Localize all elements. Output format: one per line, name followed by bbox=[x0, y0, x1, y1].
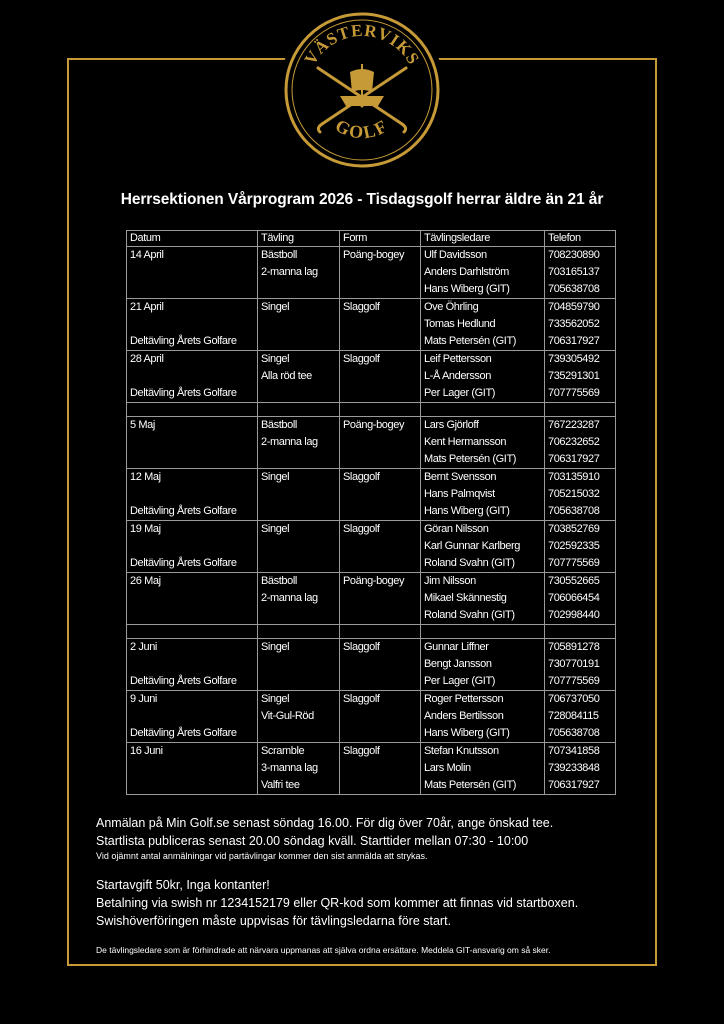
gap-cell bbox=[545, 403, 616, 417]
cell-tavling bbox=[258, 639, 340, 691]
cell-datum bbox=[127, 417, 258, 469]
tavling-line bbox=[261, 281, 336, 298]
ledare-line: Anders Darhlström bbox=[424, 266, 509, 278]
datum-line: Deltävling Årets Golfare bbox=[130, 675, 237, 687]
cell-datum bbox=[127, 469, 258, 521]
cell-form bbox=[340, 299, 421, 351]
footer-note: De tävlingsledare som är förhindrade att närvara uppmanas att själva ordna ersättare. Meddela GIT-ansvarig om så sker. bbox=[96, 945, 551, 955]
cell-form bbox=[340, 247, 421, 299]
datum-line bbox=[130, 607, 254, 624]
fee-text: Startavgift 50kr, Inga kontanter! bbox=[96, 878, 270, 892]
ledare-line: Mats Petersén (GIT) bbox=[424, 453, 517, 465]
ledare-line: Stefan Knutsson bbox=[424, 745, 499, 757]
tavling-line: Singel bbox=[261, 693, 290, 705]
ledare-line: Roland Svahn (GIT) bbox=[424, 557, 515, 569]
ledare-line: Karl Gunnar Karlberg bbox=[424, 540, 520, 552]
form-line bbox=[343, 708, 417, 725]
telefon-line: 733562052 bbox=[548, 318, 600, 330]
form-line bbox=[343, 656, 417, 673]
registration-text: Anmälan på Min Golf.se senast söndag 16.00. För dig över 70år, ange önskad tee. bbox=[96, 816, 554, 830]
table-gap-row bbox=[127, 403, 616, 417]
tavling-line: Singel bbox=[261, 353, 290, 365]
tavling-line bbox=[261, 333, 336, 350]
tavling-line bbox=[261, 538, 336, 555]
cell-datum bbox=[127, 691, 258, 743]
telefon-line: 739305492 bbox=[548, 353, 600, 365]
form-line bbox=[343, 434, 417, 451]
ledare-line: L-Å Andersson bbox=[424, 370, 491, 382]
telefon-line: 708230890 bbox=[548, 249, 600, 261]
cell-ledare bbox=[421, 299, 545, 351]
tavling-line bbox=[261, 607, 336, 624]
cell-telefon bbox=[545, 521, 616, 573]
telefon-line: 767223287 bbox=[548, 419, 600, 431]
ledare-line: Hans Wiberg (GIT) bbox=[424, 505, 510, 517]
datum-line: 16 Juni bbox=[130, 745, 163, 757]
telefon-line: 707775569 bbox=[548, 557, 600, 569]
cell-telefon bbox=[545, 743, 616, 795]
telefon-line: 706317927 bbox=[548, 335, 600, 347]
cell-form bbox=[340, 521, 421, 573]
cell-tavling bbox=[258, 417, 340, 469]
cell-datum bbox=[127, 351, 258, 403]
tavling-line: Valfri tee bbox=[261, 779, 300, 791]
telefon-line: 706066454 bbox=[548, 592, 600, 604]
cell-tavling bbox=[258, 351, 340, 403]
form-line: Slaggolf bbox=[343, 523, 380, 535]
telefon-line: 702998440 bbox=[548, 609, 600, 621]
table-row bbox=[127, 351, 616, 403]
cell-ledare bbox=[421, 639, 545, 691]
cell-telefon bbox=[545, 299, 616, 351]
ledare-line: Ove Öhrling bbox=[424, 301, 479, 313]
form-line: Slaggolf bbox=[343, 471, 380, 483]
info-section bbox=[96, 814, 656, 930]
table-row bbox=[127, 247, 616, 299]
telefon-line: 705638708 bbox=[548, 505, 600, 517]
ledare-line: Ulf Davidsson bbox=[424, 249, 487, 261]
cell-datum bbox=[127, 299, 258, 351]
form-line bbox=[343, 264, 417, 281]
tavling-line: 2-manna lag bbox=[261, 436, 318, 448]
table-row bbox=[127, 573, 616, 625]
telefon-line: 706737050 bbox=[548, 693, 600, 705]
form-line bbox=[343, 673, 417, 690]
ledare-line: Mikael Skännestig bbox=[424, 592, 507, 604]
tavling-line: 3-manna lag bbox=[261, 762, 318, 774]
datum-line bbox=[130, 264, 254, 281]
logo-bottom-text: GOLF bbox=[332, 115, 392, 143]
form-line bbox=[343, 333, 417, 350]
table-row bbox=[127, 743, 616, 795]
ledare-line: Jim Nilsson bbox=[424, 575, 476, 587]
telefon-line: 706317927 bbox=[548, 779, 600, 791]
gap-cell bbox=[421, 625, 545, 639]
cell-form bbox=[340, 417, 421, 469]
tavling-line bbox=[261, 451, 336, 468]
telefon-line: 706232652 bbox=[548, 436, 600, 448]
gap-cell bbox=[258, 403, 340, 417]
telefon-line: 730552665 bbox=[548, 575, 600, 587]
form-line bbox=[343, 385, 417, 402]
cell-datum bbox=[127, 573, 258, 625]
telefon-line: 707775569 bbox=[548, 387, 600, 399]
cell-tavling bbox=[258, 521, 340, 573]
ledare-line: Gunnar Liffner bbox=[424, 641, 489, 653]
form-line: Poäng-bogey bbox=[343, 419, 405, 431]
cell-telefon bbox=[545, 417, 616, 469]
form-line bbox=[343, 725, 417, 742]
cell-ledare bbox=[421, 573, 545, 625]
tavling-line: 2-manna lag bbox=[261, 592, 318, 604]
cell-form bbox=[340, 691, 421, 743]
form-line bbox=[343, 368, 417, 385]
cell-ledare bbox=[421, 521, 545, 573]
form-line bbox=[343, 451, 417, 468]
table-row bbox=[127, 469, 616, 521]
cell-tavling bbox=[258, 573, 340, 625]
telefon-line: 707775569 bbox=[548, 675, 600, 687]
ledare-line: Bernt Svensson bbox=[424, 471, 497, 483]
table-row bbox=[127, 521, 616, 573]
cell-ledare bbox=[421, 247, 545, 299]
datum-line: 2 Juni bbox=[130, 641, 157, 653]
ledare-line: Per Lager (GIT) bbox=[424, 675, 496, 687]
cell-form bbox=[340, 573, 421, 625]
cell-tavling bbox=[258, 743, 340, 795]
swish-note: Swishöverföringen måste uppvisas för tävlingsledarna före start. bbox=[96, 914, 452, 928]
gap-cell bbox=[127, 403, 258, 417]
vasterviks-golf-logo bbox=[278, 6, 446, 174]
form-line bbox=[343, 486, 417, 503]
form-line bbox=[343, 503, 417, 520]
datum-line: Deltävling Årets Golfare bbox=[130, 387, 237, 399]
form-line bbox=[343, 590, 417, 607]
ledare-line: Hans Wiberg (GIT) bbox=[424, 727, 510, 739]
ledare-line: Per Lager (GIT) bbox=[424, 387, 496, 399]
cell-telefon bbox=[545, 691, 616, 743]
tavling-line: Singel bbox=[261, 641, 290, 653]
datum-line: Deltävling Årets Golfare bbox=[130, 335, 237, 347]
tavling-line: Singel bbox=[261, 301, 290, 313]
form-line: Slaggolf bbox=[343, 693, 380, 705]
cell-telefon bbox=[545, 247, 616, 299]
table-row bbox=[127, 299, 616, 351]
form-line: Poäng-bogey bbox=[343, 575, 405, 587]
telefon-line: 703165137 bbox=[548, 266, 600, 278]
datum-line bbox=[130, 434, 254, 451]
cell-tavling bbox=[258, 469, 340, 521]
header-datum: Datum bbox=[127, 231, 258, 247]
telefon-line: 728084115 bbox=[548, 710, 599, 722]
cell-telefon bbox=[545, 573, 616, 625]
cell-telefon bbox=[545, 469, 616, 521]
ledare-line: Roger Pettersson bbox=[424, 693, 504, 705]
cell-datum bbox=[127, 639, 258, 691]
tavling-line: Singel bbox=[261, 471, 290, 483]
ledare-line: Hans Palmqvist bbox=[424, 488, 495, 500]
datum-line: 14 April bbox=[130, 249, 164, 261]
telefon-line: 703135910 bbox=[548, 471, 600, 483]
tavling-line: Vit-Gul-Röd bbox=[261, 710, 314, 722]
cell-ledare bbox=[421, 469, 545, 521]
cell-form bbox=[340, 743, 421, 795]
datum-line bbox=[130, 656, 254, 673]
tavling-line bbox=[261, 725, 336, 742]
table-header-row bbox=[127, 231, 616, 247]
startlist-text: Startlista publiceras senast 20.00 söndag kväll. Starttider mellan 07:30 - 10:00 bbox=[96, 834, 529, 848]
form-line bbox=[343, 281, 417, 298]
datum-line: 19 Maj bbox=[130, 523, 161, 535]
datum-line bbox=[130, 368, 254, 385]
page-title: Herrsektionen Vårprogram 2026 - Tisdagsgolf herrar äldre än 21 år bbox=[120, 191, 604, 208]
tavling-line bbox=[261, 503, 336, 520]
tavling-line bbox=[261, 486, 336, 503]
tavling-line: Singel bbox=[261, 523, 290, 535]
cell-tavling bbox=[258, 691, 340, 743]
datum-line: 5 Maj bbox=[130, 419, 155, 431]
ledare-line: Roland Svahn (GIT) bbox=[424, 609, 515, 621]
gap-cell bbox=[258, 625, 340, 639]
cell-form bbox=[340, 639, 421, 691]
gap-cell bbox=[421, 403, 545, 417]
gap-cell bbox=[340, 403, 421, 417]
telefon-line: 705638708 bbox=[548, 283, 600, 295]
datum-line bbox=[130, 777, 254, 794]
telefon-line: 702592335 bbox=[548, 540, 600, 552]
telefon-line: 730770191 bbox=[548, 658, 600, 670]
telefon-line: 707341858 bbox=[548, 745, 600, 757]
header-telefon: Telefon bbox=[545, 231, 616, 247]
schedule-table bbox=[126, 230, 616, 795]
cell-ledare bbox=[421, 417, 545, 469]
ledare-line: Kent Hermansson bbox=[424, 436, 507, 448]
datum-line bbox=[130, 590, 254, 607]
telefon-line: 705891278 bbox=[548, 641, 600, 653]
tavling-line bbox=[261, 385, 336, 402]
form-line: Slaggolf bbox=[343, 353, 380, 365]
header-tavlingsledare: Tävlingsledare bbox=[421, 231, 545, 247]
telefon-line: 703852769 bbox=[548, 523, 600, 535]
tavling-line: Scramble bbox=[261, 745, 305, 757]
datum-line: Deltävling Årets Golfare bbox=[130, 727, 237, 739]
logo-top-text: VÄSTERVIKS bbox=[300, 20, 424, 69]
datum-line bbox=[130, 486, 254, 503]
tavling-line: Bästboll bbox=[261, 249, 297, 261]
ledare-line: Mats Petersén (GIT) bbox=[424, 779, 517, 791]
table-row bbox=[127, 691, 616, 743]
cell-ledare bbox=[421, 351, 545, 403]
gap-cell bbox=[127, 625, 258, 639]
telefon-line: 705215032 bbox=[548, 488, 600, 500]
datum-line: Deltävling Årets Golfare bbox=[130, 557, 237, 569]
cell-tavling bbox=[258, 299, 340, 351]
tavling-line: Bästboll bbox=[261, 419, 297, 431]
cell-telefon bbox=[545, 639, 616, 691]
telefon-line: 739233848 bbox=[548, 762, 600, 774]
header-form: Form bbox=[340, 231, 421, 247]
datum-line bbox=[130, 760, 254, 777]
table-gap-row bbox=[127, 625, 616, 639]
cell-tavling bbox=[258, 247, 340, 299]
datum-line bbox=[130, 451, 254, 468]
tavling-line bbox=[261, 555, 336, 572]
table-row bbox=[127, 417, 616, 469]
ledare-line: Lars Molin bbox=[424, 762, 471, 774]
ledare-line: Göran Nilsson bbox=[424, 523, 489, 535]
telefon-line: 735291301 bbox=[548, 370, 600, 382]
ledare-line: Bengt Jansson bbox=[424, 658, 492, 670]
cell-telefon bbox=[545, 351, 616, 403]
telefon-line: 706317927 bbox=[548, 453, 600, 465]
cell-form bbox=[340, 469, 421, 521]
ledare-line: Lars Gjörloff bbox=[424, 419, 479, 431]
tavling-line: Alla röd tee bbox=[261, 370, 312, 382]
form-line: Slaggolf bbox=[343, 745, 380, 757]
cell-ledare bbox=[421, 743, 545, 795]
datum-line: Deltävling Årets Golfare bbox=[130, 505, 237, 517]
datum-line bbox=[130, 281, 254, 298]
cell-datum bbox=[127, 247, 258, 299]
cell-form bbox=[340, 351, 421, 403]
datum-line bbox=[130, 708, 254, 725]
form-line bbox=[343, 777, 417, 794]
datum-line: 9 Juni bbox=[130, 693, 157, 705]
datum-line: 28 April bbox=[130, 353, 164, 365]
gap-cell bbox=[545, 625, 616, 639]
telefon-line: 704859790 bbox=[548, 301, 600, 313]
datum-line: 26 Maj bbox=[130, 575, 161, 587]
ledare-line: Mats Petersén (GIT) bbox=[424, 335, 517, 347]
form-line bbox=[343, 555, 417, 572]
tavling-line: 2-manna lag bbox=[261, 266, 318, 278]
form-line: Slaggolf bbox=[343, 641, 380, 653]
ledare-line: Anders Bertilsson bbox=[424, 710, 504, 722]
datum-line bbox=[130, 316, 254, 333]
telefon-line: 705638708 bbox=[548, 727, 600, 739]
ledare-line: Tomas Hedlund bbox=[424, 318, 496, 330]
form-line bbox=[343, 538, 417, 555]
tavling-line bbox=[261, 656, 336, 673]
form-line bbox=[343, 607, 417, 624]
datum-line bbox=[130, 538, 254, 555]
cell-datum bbox=[127, 743, 258, 795]
datum-line: 12 Maj bbox=[130, 471, 161, 483]
tavling-line bbox=[261, 673, 336, 690]
ledare-line: Leif Pettersson bbox=[424, 353, 492, 365]
form-line: Slaggolf bbox=[343, 301, 380, 313]
form-line: Poäng-bogey bbox=[343, 249, 405, 261]
uneven-note: Vid ojämnt antal anmälningar vid partävlingar kommer den sist anmälda att strykas. bbox=[96, 851, 428, 861]
gap-cell bbox=[340, 625, 421, 639]
form-line bbox=[343, 760, 417, 777]
form-line bbox=[343, 316, 417, 333]
datum-line: 21 April bbox=[130, 301, 164, 313]
tavling-line: Bästboll bbox=[261, 575, 297, 587]
payment-text: Betalning via swish nr 1234152179 eller QR-kod som kommer att finnas vid startboxen. bbox=[96, 896, 579, 910]
tavling-line bbox=[261, 316, 336, 333]
ledare-line: Hans Wiberg (GIT) bbox=[424, 283, 510, 295]
header-tavling: Tävling bbox=[258, 231, 340, 247]
table-row bbox=[127, 639, 616, 691]
cell-datum bbox=[127, 521, 258, 573]
cell-ledare bbox=[421, 691, 545, 743]
